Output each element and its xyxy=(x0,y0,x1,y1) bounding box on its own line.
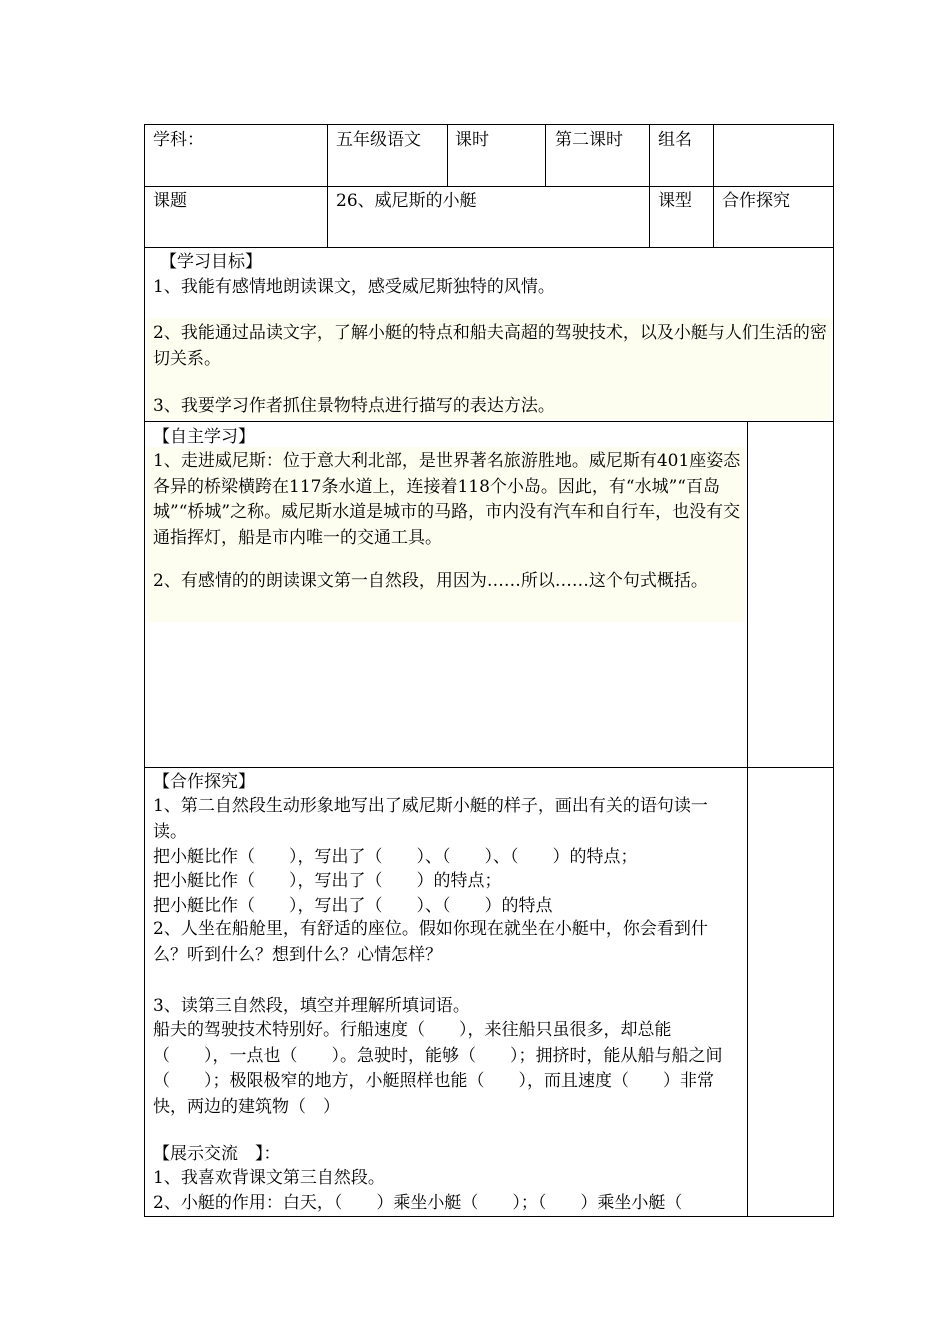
self-study-item: 2、有感情的的朗读课文第一自然段，用因为……所以……这个句式概括。 xyxy=(153,571,708,591)
col-divider xyxy=(327,124,328,247)
cooperate-question: 2、人坐在船舱里，有舒适的座位。假如你现在就坐在小艇中，你会看到什么？听到什么？想到什么？心情怎样？ xyxy=(153,919,708,965)
type-value: 合作探究 xyxy=(722,191,790,211)
fill-line: 把小艇比作（ ），写出了（ ）的特点； xyxy=(153,871,502,891)
period-label: 课时 xyxy=(455,130,489,150)
col-divider xyxy=(447,124,448,186)
share-title: 【展示交流 】： xyxy=(153,1144,281,1164)
goal-item: 1、我能有感情地朗读课文，感受威尼斯独特的风情。 xyxy=(153,277,555,297)
topic-label: 课题 xyxy=(153,191,187,211)
period-value: 第二课时 xyxy=(555,130,623,150)
goal-item: 3、我要学习作者抓住景物特点进行描写的表达方法。 xyxy=(153,396,555,416)
cooperate-question: 3、读第三自然段，填空并理解所填词语。 xyxy=(153,996,470,1016)
topic-value: 26、威尼斯的小艇 xyxy=(336,191,477,211)
cooperate-question: 1、第二自然段生动形象地写出了威尼斯小艇的样子，画出有关的语句读一读。 xyxy=(153,796,708,842)
row-divider xyxy=(144,186,834,187)
fill-line: 把小艇比作（ ），写出了（ ）、（ ）、（ ）的特点； xyxy=(153,847,638,867)
cooperate-fill-paragraph: 船夫的驾驶技术特别好。行船速度（ ），来往船只虽很多，却总能（ ），一点也（ ）。急驶时，能够（ ）；拥挤时，能从船与船之间（ ）；极限极窄的地方，小艇照样也能（ ），而且速度（ ）非常快，两边的建筑物（ ） xyxy=(153,1020,723,1117)
side-column-divider xyxy=(747,421,748,1217)
self-study-title: 【自主学习】 xyxy=(153,427,255,447)
self-study-item: 1、走进威尼斯：位于意大利北部，是世界著名旅游胜地。威尼斯有401座姿态各异的桥梁横跨在117条水道上，连接着118个小岛。因此，有“水城”“百岛城”“桥城”之称。威尼斯水道是城市的马路，市内没有汽车和自行车，也没有交通指挥灯，船是市内唯一的交通工具。 xyxy=(153,451,741,548)
group-label: 组名 xyxy=(658,130,692,150)
subject-label: 学科： xyxy=(153,130,204,150)
goal-item: 2、我能通过品读文字，了解小艇的特点和船夫高超的驾驶技术，以及小艇与人们生活的密切关系。 xyxy=(153,323,827,369)
row-divider xyxy=(144,247,834,248)
col-divider xyxy=(713,124,714,247)
row-divider xyxy=(144,421,834,422)
goals-title: 【学习目标】 xyxy=(160,252,262,272)
row-divider xyxy=(144,767,834,768)
subject-value: 五年级语文 xyxy=(336,130,421,150)
col-divider xyxy=(649,124,650,247)
cooperate-title: 【合作探究】 xyxy=(153,772,255,792)
col-divider xyxy=(545,124,546,186)
fill-line: 把小艇比作（ ），写出了（ ）、（ ）的特点 xyxy=(153,896,553,916)
share-item: 1、我喜欢背课文第三自然段。 xyxy=(153,1168,385,1188)
share-item: 2、小艇的作用：白天，（ ）乘坐小艇（ ）；（ ）乘坐小艇（ xyxy=(153,1193,683,1213)
type-label: 课型 xyxy=(658,191,692,211)
